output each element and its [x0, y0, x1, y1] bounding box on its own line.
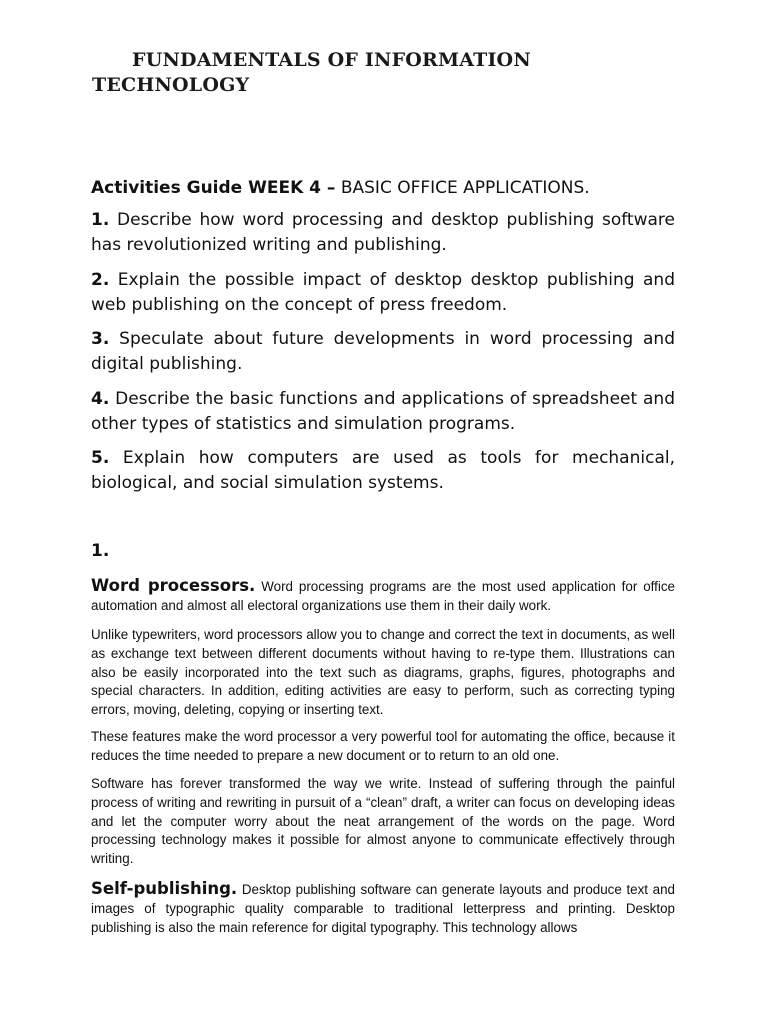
question-number: 2.	[91, 270, 110, 290]
paragraph-text: Desktop publishing software can generate layouts and produce text and images of typographic quality comparable to traditional letterpress and printing. Desktop publishing is also the main reference for digital typography. This technology allows	[91, 882, 675, 935]
question-1	[91, 208, 675, 258]
paragraph-text: Software has forever transformed the way we write. Instead of suffering through the painful process of writing and rewriting in pursuit of a “clean” draft, a writer can focus on developing ideas and let the computer worry about the neat arrangement of the words on the page. Word processing technology makes it possible for almost anyone to communicate effectively through writing.	[91, 776, 675, 867]
question-number: 3.	[91, 329, 110, 349]
paragraph-text: Unlike typewriters, word processors allow you to change and correct the text in documents, as well as exchange text between different documents without having to re-type them. Illustrations can also be easily incorporated into the text such as diagrams, graphs, figures, photographs and special characters. In addition, editing activities are easy to perform, such as correcting typing errors, moving, deleting, copying or inserting text.	[91, 627, 675, 718]
question-text: Speculate about future developments in word processing and digital publishing.	[91, 329, 675, 374]
title-line-1: FUNDAMENTALS OF INFORMATION	[132, 49, 531, 71]
guide-heading-bold: Activities Guide WEEK 4 –	[91, 178, 336, 198]
document-title	[92, 48, 692, 98]
answer-paragraph	[91, 577, 675, 616]
question-text: Explain how computers are used as tools for mechanical, biological, and social simulation systems.	[91, 448, 675, 493]
question-5	[91, 446, 675, 496]
answer-paragraph	[91, 626, 675, 720]
paragraph-text: Word processing programs are the most used application for office automation and almost all electoral organizations use them in their daily work.	[91, 579, 675, 613]
question-text: Describe how word processing and desktop publishing software has revolutionized writing and publishing.	[91, 210, 675, 255]
question-number: 4.	[91, 389, 110, 409]
guide-heading-rest: BASIC OFFICE APPLICATIONS.	[335, 178, 590, 198]
answer-paragraph	[91, 880, 675, 937]
question-4	[91, 387, 675, 437]
paragraph-text: These features make the word processor a very powerful tool for automating the office, because it reduces the time needed to prepare a new document or to return to an old one.	[91, 729, 675, 763]
answer-paragraph	[91, 775, 675, 869]
paragraph-lead: Self-publishing.	[91, 879, 238, 898]
question-number: 1.	[91, 210, 110, 230]
question-3	[91, 327, 675, 377]
question-number: 5.	[91, 448, 110, 468]
answer-paragraph	[91, 728, 675, 766]
question-text: Describe the basic functions and applications of spreadsheet and other types of statistics and simulation programs.	[91, 389, 675, 434]
question-2	[91, 268, 675, 318]
activities-guide-heading	[91, 176, 675, 201]
question-text: Explain the possible impact of desktop desktop publishing and web publishing on the concept of press freedom.	[91, 270, 675, 315]
answer-section-number: 1.	[91, 541, 110, 561]
paragraph-lead: Word processors.	[91, 576, 256, 595]
title-line-2: TECHNOLOGY	[92, 74, 250, 96]
